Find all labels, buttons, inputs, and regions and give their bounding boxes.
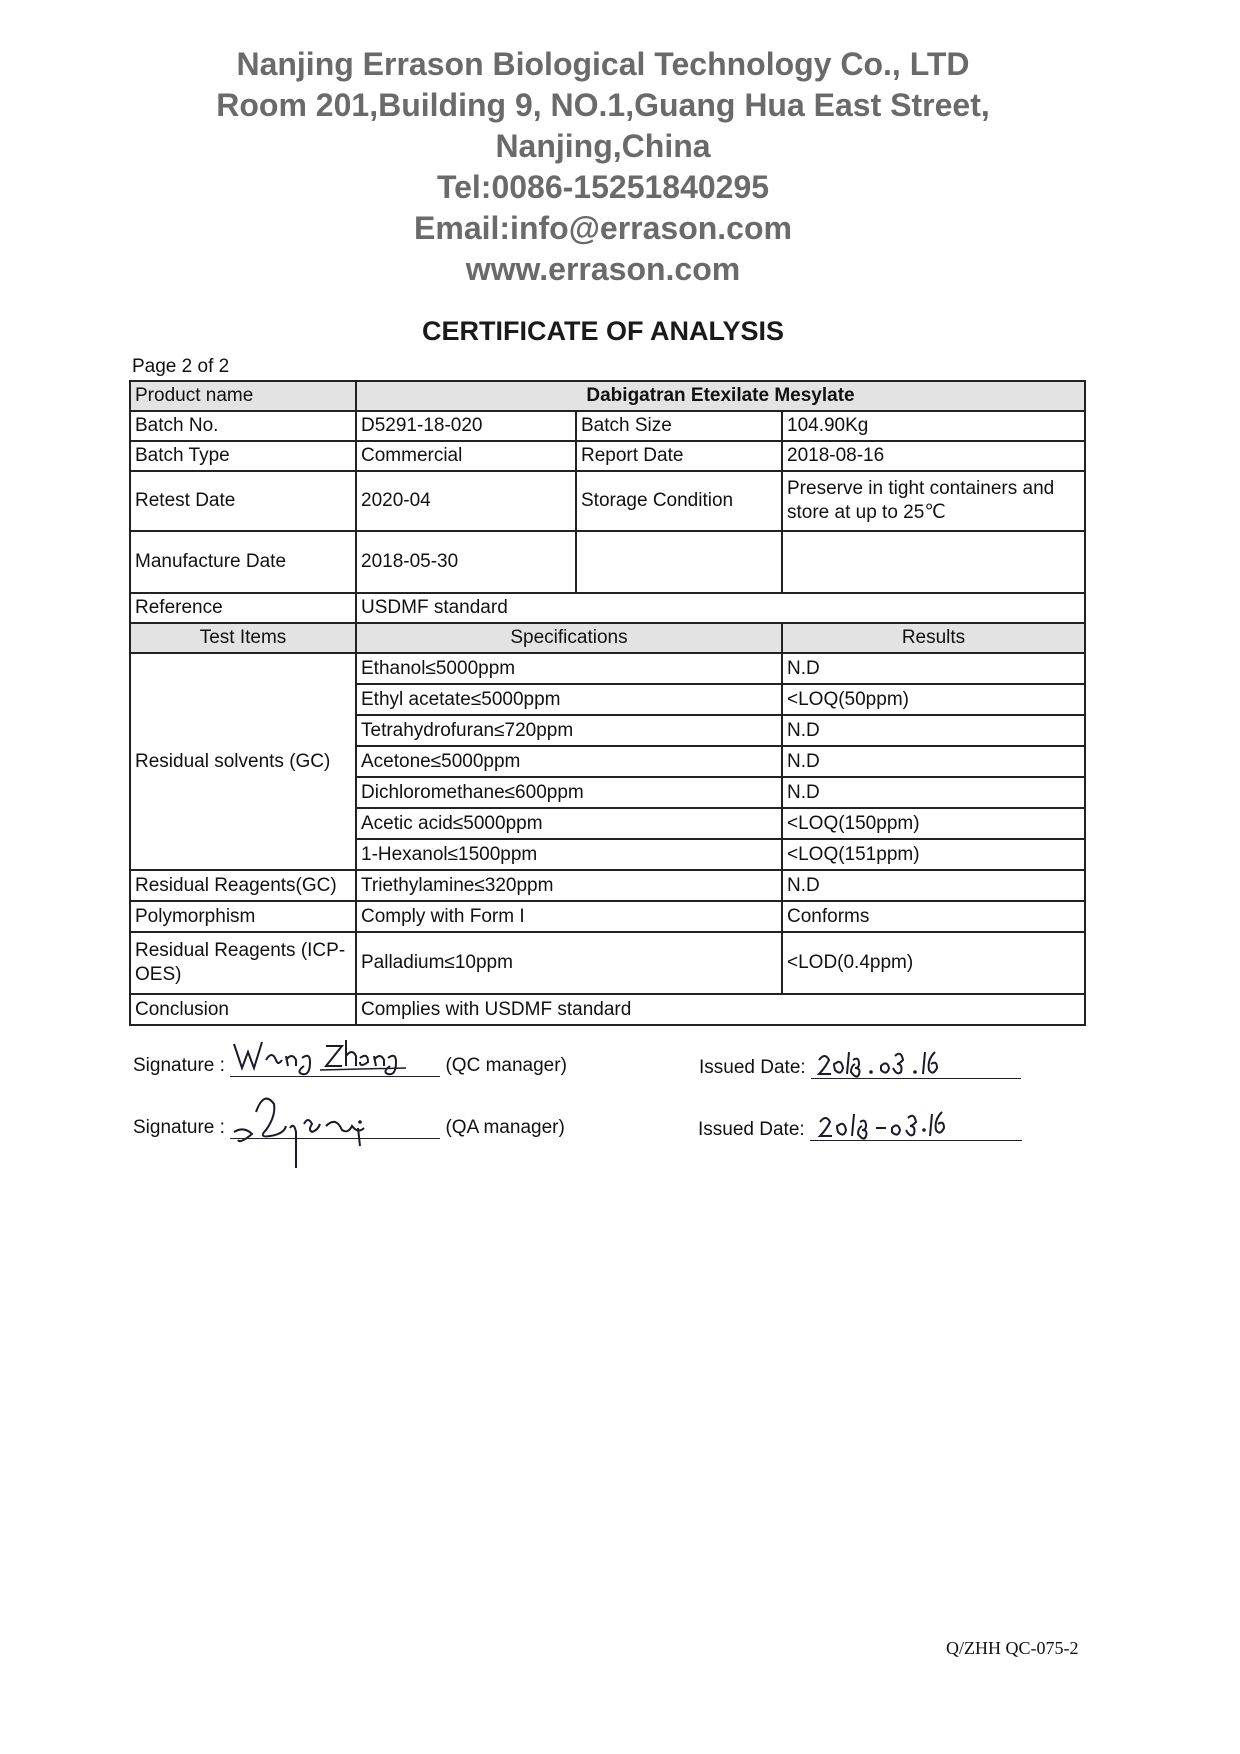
- batch-type-label: Batch Type: [130, 441, 356, 471]
- empty-cell: [782, 531, 1085, 593]
- spec-cell: Dichloromethane≤600ppm: [356, 777, 782, 808]
- issued-date-label: Issued Date:: [698, 1119, 805, 1140]
- result-cell: <LOD(0.4ppm): [782, 932, 1085, 994]
- qc-signature-row: [133, 1048, 567, 1077]
- company-website: www.errason.com: [465, 251, 741, 287]
- qc-handwritten-date: [811, 1042, 1021, 1082]
- result-cell: <LOQ(50ppm): [782, 684, 1085, 715]
- result-cell: <LOQ(150ppm): [782, 808, 1085, 839]
- qc-role: (QC manager): [445, 1055, 567, 1076]
- residual-solvents-label: Residual solvents (GC): [130, 653, 356, 870]
- manufacture-date-label: Manufacture Date: [130, 531, 356, 593]
- spec-cell: Triethylamine≤320ppm: [356, 870, 782, 901]
- document-title: CERTIFICATE OF ANALYSIS: [421, 316, 785, 346]
- qa-handwritten-signature: [230, 1078, 440, 1168]
- batch-type-row: [130, 441, 1085, 471]
- column-header-row: [130, 623, 1085, 653]
- spec-cell: Palladium≤10ppm: [356, 932, 782, 994]
- spec-cell: Ethyl acetate≤5000ppm: [356, 684, 782, 715]
- spec-cell: 1-Hexanol≤1500ppm: [356, 839, 782, 870]
- reference-value: USDMF standard: [356, 593, 1085, 623]
- result-cell: N.D: [782, 653, 1085, 684]
- spec-cell: Acetic acid≤5000ppm: [356, 808, 782, 839]
- spec-cell: Tetrahydrofuran≤720ppm: [356, 715, 782, 746]
- storage-label: Storage Condition: [576, 471, 782, 531]
- company-header: [0, 44, 1206, 290]
- manufacture-date-value: 2018-05-30: [356, 531, 576, 593]
- qa-handwritten-date: [810, 1104, 1022, 1144]
- table-row: [130, 932, 1085, 994]
- retest-date-value: 2020-04: [356, 471, 576, 531]
- qc-issued-date-line: [811, 1050, 1021, 1079]
- qa-role: (QA manager): [445, 1117, 565, 1138]
- retest-date-label: Retest Date: [130, 471, 356, 531]
- spec-cell: Acetone≤5000ppm: [356, 746, 782, 777]
- product-name-row: [130, 381, 1085, 411]
- coa-table: [129, 380, 1086, 1026]
- conclusion-row: [130, 994, 1085, 1025]
- conclusion-value: Complies with USDMF standard: [356, 994, 1085, 1025]
- qc-signature-line: [230, 1048, 440, 1077]
- qa-issued-date-row: [698, 1112, 1022, 1141]
- test-item-cell: Polymorphism: [130, 901, 356, 932]
- conclusion-label: Conclusion: [130, 994, 356, 1025]
- result-cell: <LOQ(151ppm): [782, 839, 1085, 870]
- spec-cell: Ethanol≤5000ppm: [356, 653, 782, 684]
- table-row: [130, 870, 1085, 901]
- column-specifications: Specifications: [356, 623, 782, 653]
- result-cell: N.D: [782, 746, 1085, 777]
- form-code: Q/ZHH QC-075-2: [946, 1638, 1079, 1658]
- table-row: [130, 901, 1085, 932]
- storage-value: Preserve in tight containers and store at up to 25℃: [782, 471, 1085, 531]
- result-cell: N.D: [782, 870, 1085, 901]
- product-name-label: Product name: [130, 381, 356, 411]
- batch-no-value: D5291-18-020: [356, 411, 576, 441]
- column-test-items: Test Items: [130, 623, 356, 653]
- table-row: [130, 653, 1085, 684]
- reference-row: [130, 593, 1085, 623]
- company-email: Email:info@errason.com: [414, 210, 792, 246]
- batch-size-label: Batch Size: [576, 411, 782, 441]
- signature-label: Signature :: [133, 1055, 225, 1076]
- company-tel: Tel:0086-15251840295: [436, 169, 770, 205]
- page-indicator: Page 2 of 2: [132, 356, 230, 377]
- batch-no-label: Batch No.: [130, 411, 356, 441]
- qa-signature-row: [133, 1110, 565, 1139]
- qc-issued-date-row: [699, 1050, 1021, 1079]
- empty-cell: [576, 531, 782, 593]
- result-cell: Conforms: [782, 901, 1085, 932]
- product-name-value: Dabigatran Etexilate Mesylate: [356, 381, 1085, 411]
- signature-label: Signature :: [133, 1117, 225, 1138]
- reference-label: Reference: [130, 593, 356, 623]
- batch-type-value: Commercial: [356, 441, 576, 471]
- report-date-value: 2018-08-16: [782, 441, 1085, 471]
- company-address-line1: Room 201,Building 9, NO.1,Guang Hua East Street,: [216, 87, 990, 123]
- test-item-cell: Residual Reagents(GC): [130, 870, 356, 901]
- result-cell: N.D: [782, 777, 1085, 808]
- issued-date-label: Issued Date:: [699, 1057, 806, 1078]
- result-cell: N.D: [782, 715, 1085, 746]
- column-results: Results: [782, 623, 1085, 653]
- test-item-cell: Residual Reagents (ICP-OES): [130, 932, 356, 994]
- batch-size-value: 104.90Kg: [782, 411, 1085, 441]
- qc-handwritten-signature: [230, 1034, 440, 1080]
- qa-issued-date-line: [810, 1112, 1022, 1141]
- retest-row: [130, 471, 1085, 531]
- company-address-line2: Nanjing,China: [495, 128, 711, 164]
- manufacture-row: [130, 531, 1085, 593]
- report-date-label: Report Date: [576, 441, 782, 471]
- company-name: Nanjing Errason Biological Technology Co., LTD: [236, 46, 970, 82]
- batch-row: [130, 411, 1085, 441]
- qa-signature-line: [230, 1110, 440, 1139]
- spec-cell: Comply with Form I: [356, 901, 782, 932]
